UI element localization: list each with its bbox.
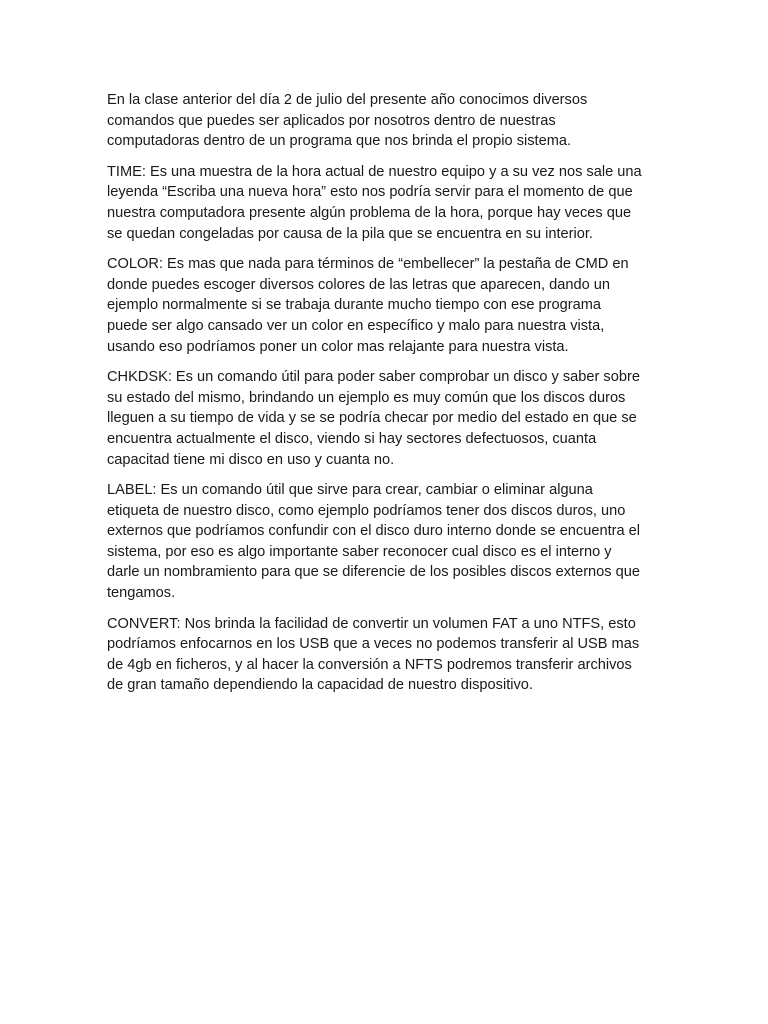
text-line: computadoras dentro de un programa que nos brinda el propio sistema. — [107, 133, 572, 150]
paragraph-intro — [107, 90, 663, 152]
text-line: podríamos enfocarnos en los USB que a veces no podemos transferir al USB mas — [107, 636, 640, 653]
text-line: tengamos. — [107, 585, 176, 602]
text-line: CHKDSK: Es un comando útil para poder saber comprobar un disco y saber sobre — [107, 369, 640, 386]
document-body — [107, 90, 663, 706]
text-line: externos que podríamos confundir con el disco duro interno donde se encuentra el — [107, 523, 641, 540]
text-line: usando eso podríamos poner un color mas relajante para nuestra vista. — [107, 338, 569, 355]
paragraph-time — [107, 162, 663, 244]
text-line: CONVERT: Nos brinda la facilidad de convertir un volumen FAT a uno NTFS, esto — [107, 615, 636, 632]
text-line: capacitad tiene mi disco en uso y cuanta no. — [107, 451, 395, 468]
text-line: LABEL: Es un comando útil que sirve para crear, cambiar o eliminar alguna — [107, 482, 593, 499]
paragraph-chkdsk — [107, 367, 663, 470]
text-line: lleguen a su tiempo de vida y se se podría checar por medio del estado en que se — [107, 410, 637, 427]
text-line: darle un nombramiento para que se diferencie de los posibles discos externos que — [107, 564, 640, 581]
text-line: sistema, por eso es algo importante saber reconocer cual disco es el interno y — [107, 543, 612, 560]
text-line: COLOR: Es mas que nada para términos de “embellecer” la pestaña de CMD en — [107, 256, 629, 273]
text-line: se quedan congeladas por causa de la pila que se encuentra en su interior. — [107, 225, 593, 242]
text-line: de 4gb en ficheros, y al hacer la conversión a NFTS podremos transferir archivos — [107, 656, 632, 673]
text-line: leyenda “Escriba una nueva hora” esto nos podría servir para el momento de que — [107, 184, 633, 201]
paragraph-label — [107, 480, 663, 604]
text-line: ejemplo normalmente si se trabaja durante mucho tiempo con ese programa — [107, 297, 602, 314]
text-line: nuestra computadora presente algún problema de la hora, porque hay veces que — [107, 204, 632, 221]
text-line: encuentra actualmente el disco, viendo si hay sectores defectuosos, cuanta — [107, 430, 597, 447]
text-line: etiqueta de nuestro disco, como ejemplo podríamos tener dos discos duros, uno — [107, 502, 626, 519]
text-line: de gran tamaño dependiendo la capacidad de nuestro dispositivo. — [107, 677, 533, 694]
text-line: En la clase anterior del día 2 de julio del presente año conocimos diversos — [107, 92, 588, 108]
text-line: comandos que puedes ser aplicados por nosotros dentro de nuestras — [107, 112, 556, 129]
paragraph-color — [107, 254, 663, 357]
text-line: TIME: Es una muestra de la hora actual de nuestro equipo y a su vez nos sale una — [107, 163, 642, 180]
text-line: puede ser algo cansado ver un color en específico y malo para nuestra vista, — [107, 317, 605, 334]
text-line: su estado del mismo, brindando un ejemplo es muy común que los discos duros — [107, 389, 626, 406]
text-line: donde puedes escoger diversos colores de las letras que aparecen, dando un — [107, 276, 611, 293]
paragraph-convert — [107, 614, 663, 696]
